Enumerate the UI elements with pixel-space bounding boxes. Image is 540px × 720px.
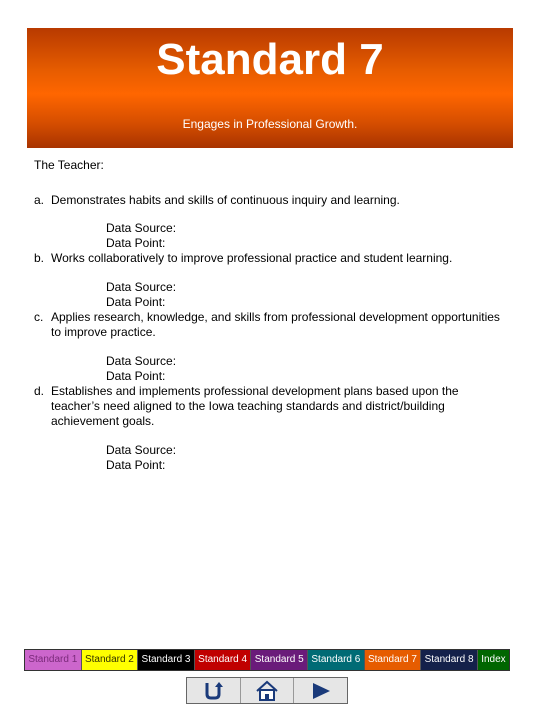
home-button[interactable] [241, 678, 295, 703]
data-source-label: Data Source: [106, 221, 177, 235]
nav-standard-2-button[interactable]: Standard 2 [82, 650, 139, 670]
item-text: Establishes and implements professional development plans based upon the teacher’s need aligned to the Iowa teaching standards and district/building achievement goals. [51, 384, 459, 428]
standards-nav-bar [24, 649, 510, 671]
list-item-b [34, 251, 510, 310]
nav-standard-7-button[interactable]: Standard 7 [365, 650, 422, 670]
data-source-label: Data Source: [106, 354, 177, 368]
data-point-label: Data Point: [106, 236, 166, 250]
item-letter: b. [34, 251, 45, 265]
next-button[interactable] [294, 678, 347, 703]
data-point-label: Data Point: [106, 295, 166, 309]
return-button[interactable] [187, 678, 241, 703]
action-icon-bar [186, 677, 348, 704]
intro-text: The Teacher: [34, 158, 104, 172]
list-item-a [34, 193, 510, 251]
nav-standard-8-button[interactable]: Standard 8 [421, 650, 478, 670]
item-letter: a. [34, 193, 45, 207]
nav-standard-1-button[interactable]: Standard 1 [25, 650, 82, 670]
nav-index-button[interactable]: Index [478, 650, 509, 670]
item-text: Demonstrates habits and skills of continuous inquiry and learning. [51, 193, 400, 207]
data-source-label: Data Source: [106, 280, 177, 294]
list-item-c [34, 310, 510, 384]
page-subtitle: Engages in Professional Growth. [182, 117, 358, 131]
item-text: Applies research, knowledge, and skills from professional development opportunities to improve practice. [51, 310, 500, 339]
nav-standard-6-button[interactable]: Standard 6 [308, 650, 365, 670]
page-title: Standard 7 [156, 35, 384, 84]
item-letter: d. [34, 384, 45, 398]
home-icon [255, 680, 279, 702]
data-source-label: Data Source: [106, 443, 177, 457]
item-text: Works collaboratively to improve professional practice and student learning. [51, 251, 453, 265]
data-point-label: Data Point: [106, 369, 166, 383]
next-arrow-icon [310, 681, 332, 701]
return-arrow-icon [202, 681, 224, 701]
standard-content [34, 152, 510, 473]
list-item-d [34, 384, 510, 473]
item-letter: c. [34, 310, 44, 324]
nav-standard-3-button[interactable]: Standard 3 [138, 650, 195, 670]
header-banner [27, 28, 513, 148]
nav-standard-4-button[interactable]: Standard 4 [195, 650, 252, 670]
data-point-label: Data Point: [106, 458, 166, 472]
nav-standard-5-button[interactable]: Standard 5 [251, 650, 308, 670]
